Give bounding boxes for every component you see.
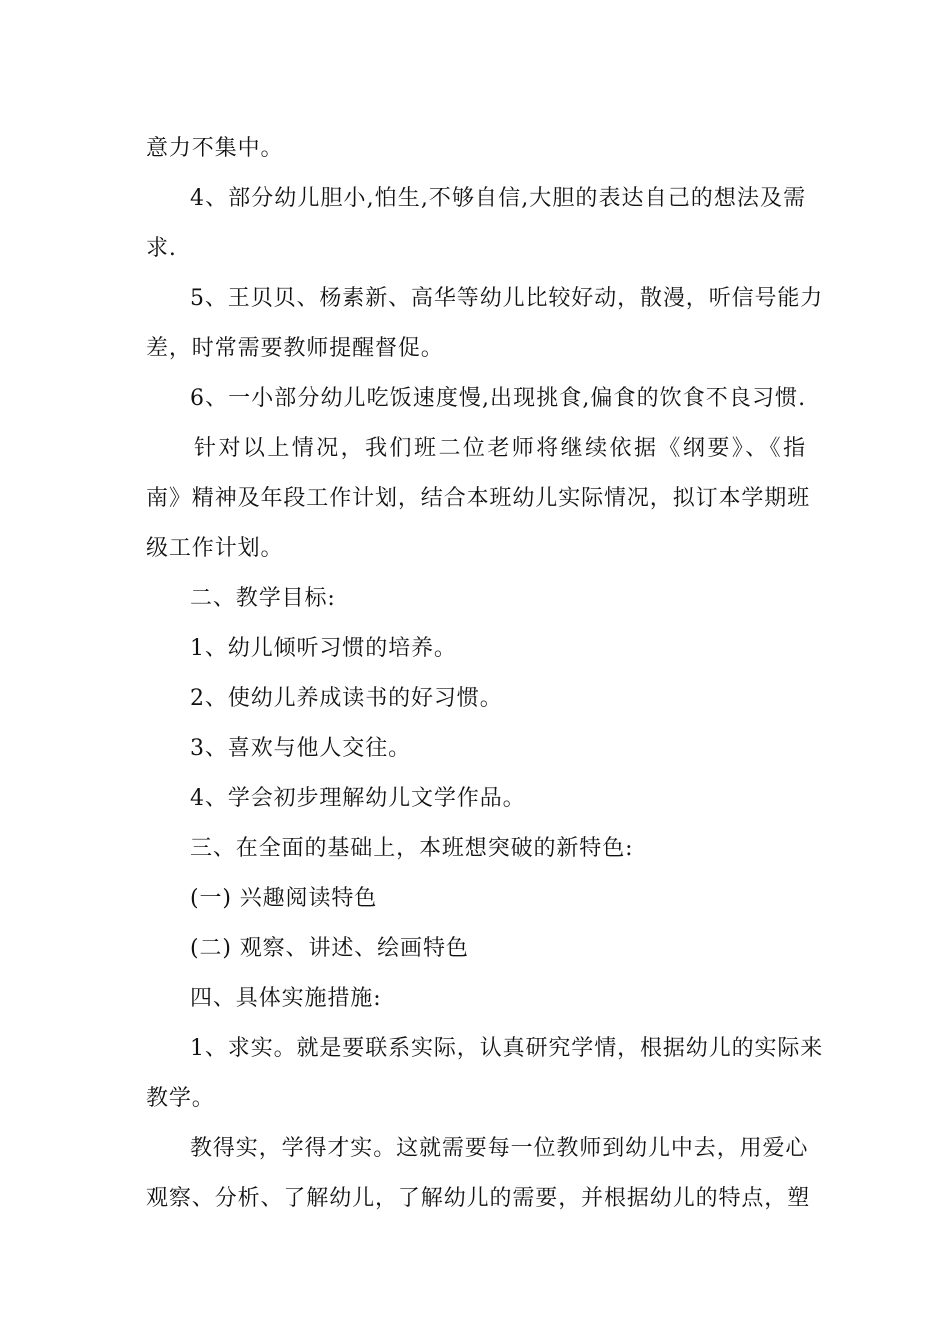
text-line: 4、部分幼儿胆小,怕生,不够自信,大胆的表达自己的想法及需 — [190, 186, 806, 211]
text-line: 观察、分析、了解幼儿，了解幼儿的需要，并根据幼儿的特点，塑 — [146, 1186, 811, 1211]
section-heading: 四、具体实施措施: — [190, 986, 382, 1011]
text-line: 6、一小部分幼儿吃饭速度慢,出现挑食,偏食的饮食不良习惯. — [190, 386, 806, 411]
text-line: 南》精神及年段工作计划，结合本班幼儿实际情况，拟订本学期班 — [146, 486, 811, 511]
text-line: 1、求实。就是要联系实际，认真研究学情，根据幼儿的实际来 — [190, 1036, 824, 1061]
list-item: 3、喜欢与他人交往。 — [190, 736, 411, 761]
text-line: 教得实，学得才实。这就需要每一位教师到幼儿中去，用爱心 — [190, 1136, 809, 1161]
list-item: 4、学会初步理解幼儿文学作品。 — [190, 786, 526, 811]
text-line: 针对以上情况，我们班二位老师将继续依据《纲要》、《指 — [194, 436, 806, 461]
text-line: 级工作计划。 — [146, 536, 284, 561]
list-item: 1、幼儿倾听习惯的培养。 — [190, 636, 457, 661]
text-line: 求. — [146, 236, 177, 261]
section-heading: 三、在全面的基础上，本班想突破的新特色: — [190, 836, 634, 861]
list-item: (二) 观察、讲述、绘画特色 — [190, 936, 469, 961]
text-line: 意力不集中。 — [146, 136, 284, 161]
text-line: 差，时常需要教师提醒督促。 — [146, 336, 444, 361]
list-item: 2、使幼儿养成读书的好习惯。 — [190, 686, 503, 711]
text-line: 教学。 — [146, 1086, 215, 1111]
text-line: 5、王贝贝、杨素新、高华等幼儿比较好动，散漫，听信号能力 — [190, 286, 824, 311]
section-heading: 二、教学目标: — [190, 586, 336, 611]
list-item: (一) 兴趣阅读特色 — [190, 886, 378, 911]
